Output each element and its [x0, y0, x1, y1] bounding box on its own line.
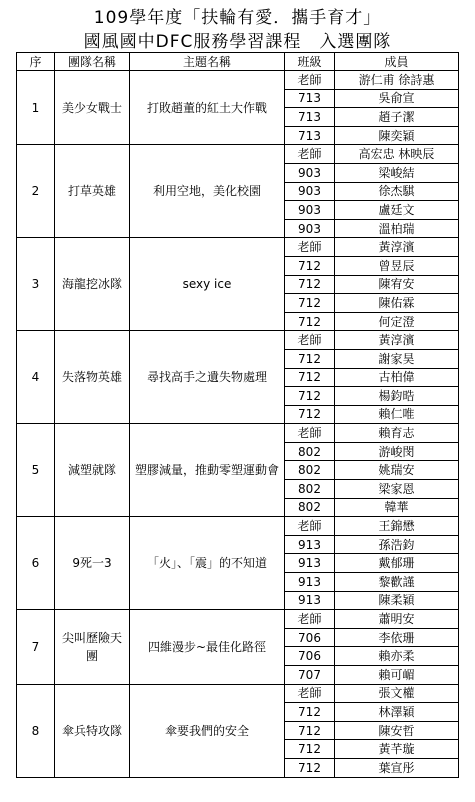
member-class: 712 [285, 405, 335, 424]
member-class: 712 [285, 368, 335, 387]
member-class: 913 [285, 535, 335, 554]
member-name: 賴仁唯 [335, 405, 459, 424]
teams-table-body [17, 71, 459, 778]
member-name: 梁峻結 [335, 163, 459, 182]
team-theme: 塑膠減量，推動零塑運動會 [130, 424, 285, 517]
team-number: 5 [17, 424, 55, 517]
member-class: 903 [285, 182, 335, 201]
member-class: 802 [285, 461, 335, 480]
team-number: 4 [17, 331, 55, 424]
team-theme: 利用空地，美化校園 [130, 145, 285, 238]
member-name: 陳奕穎 [335, 126, 459, 145]
member-class: 712 [285, 256, 335, 275]
member-class: 802 [285, 480, 335, 499]
column-header-no: 序 [17, 53, 55, 71]
member-name: 高宏忠 林映辰 [335, 145, 459, 164]
member-class: 913 [285, 591, 335, 610]
team-theme: 打敗趙董的紅土大作戰 [130, 71, 285, 145]
member-class: 712 [285, 758, 335, 777]
member-name: 徐杰騏 [335, 182, 459, 201]
column-header-team-name: 團隊名稱 [55, 53, 130, 71]
team-name: 打草英雄 [55, 145, 130, 238]
table-row [17, 517, 459, 536]
member-name: 何定澄 [335, 312, 459, 331]
document-header [0, 6, 475, 54]
team-number: 8 [17, 684, 55, 777]
table-row [17, 424, 459, 443]
member-class: 712 [285, 275, 335, 294]
team-number: 7 [17, 610, 55, 684]
team-name: 尖叫歷險天團 [55, 610, 130, 684]
teams-table [16, 52, 459, 778]
column-header-class: 班級 [285, 53, 335, 71]
member-name: 黃淳濱 [335, 331, 459, 350]
member-class: 712 [285, 294, 335, 313]
member-name: 黃淳濱 [335, 238, 459, 257]
member-name: 賴育志 [335, 424, 459, 443]
table-row [17, 684, 459, 703]
member-name: 古柏偉 [335, 368, 459, 387]
member-name: 林澤穎 [335, 703, 459, 722]
table-header-row [17, 53, 459, 71]
member-class: 712 [285, 740, 335, 759]
member-name: 黎歡謹 [335, 573, 459, 592]
table-row [17, 610, 459, 629]
member-name: 賴亦柔 [335, 647, 459, 666]
page-subtitle: 國風國中DFC服務學習課程 入選團隊 [83, 32, 392, 52]
column-header-members: 成員 [335, 53, 459, 71]
member-name: 楊鈞晧 [335, 387, 459, 406]
member-name: 黃芊璇 [335, 740, 459, 759]
team-theme: 尋找高手之遺失物處理 [130, 331, 285, 424]
member-name: 孫浩鈞 [335, 535, 459, 554]
team-name: 減塑就隊 [55, 424, 130, 517]
member-name: 陳安哲 [335, 721, 459, 740]
member-name: 吳俞宣 [335, 89, 459, 108]
member-name: 曾昱辰 [335, 256, 459, 275]
member-name: 陳宥安 [335, 275, 459, 294]
team-theme: 傘要我們的安全 [130, 684, 285, 777]
team-number: 2 [17, 145, 55, 238]
team-theme: 「火」、「震」的不知道 [130, 517, 285, 610]
team-name: 海龍挖冰隊 [55, 238, 130, 331]
team-name: 傘兵特攻隊 [55, 684, 130, 777]
member-class: 707 [285, 666, 335, 685]
member-class: 老師 [285, 71, 335, 90]
member-name: 賴可嵋 [335, 666, 459, 685]
member-class: 802 [285, 498, 335, 517]
member-class: 913 [285, 554, 335, 573]
member-class: 712 [285, 312, 335, 331]
member-class: 712 [285, 721, 335, 740]
member-class: 712 [285, 387, 335, 406]
member-name: 謝家昊 [335, 349, 459, 368]
member-name: 姚瑞安 [335, 461, 459, 480]
member-class: 老師 [285, 238, 335, 257]
table-row [17, 238, 459, 257]
column-header-theme: 主題名稱 [130, 53, 285, 71]
team-theme: sexy ice [130, 238, 285, 331]
member-name: 葉宣彤 [335, 758, 459, 777]
member-name: 陳柔穎 [335, 591, 459, 610]
team-number: 1 [17, 71, 55, 145]
member-class: 802 [285, 442, 335, 461]
member-name: 盧廷文 [335, 201, 459, 220]
team-name: 9死一3 [55, 517, 130, 610]
table-row [17, 145, 459, 164]
member-name: 王錦懋 [335, 517, 459, 536]
member-class: 706 [285, 628, 335, 647]
team-name: 美少女戰士 [55, 71, 130, 145]
member-name: 游仁甫 徐詩惠 [335, 71, 459, 90]
member-name: 蕭明安 [335, 610, 459, 629]
member-class: 706 [285, 647, 335, 666]
member-class: 713 [285, 108, 335, 127]
member-class: 913 [285, 573, 335, 592]
member-name: 游峻閔 [335, 442, 459, 461]
member-class: 老師 [285, 331, 335, 350]
member-class: 903 [285, 219, 335, 238]
member-class: 712 [285, 703, 335, 722]
member-name: 陳佑霖 [335, 294, 459, 313]
member-class: 713 [285, 89, 335, 108]
member-name: 戴郁珊 [335, 554, 459, 573]
table-row [17, 331, 459, 350]
team-name: 失落物英雄 [55, 331, 130, 424]
member-class: 老師 [285, 424, 335, 443]
member-name: 李依珊 [335, 628, 459, 647]
member-class: 老師 [285, 610, 335, 629]
member-class: 712 [285, 349, 335, 368]
member-class: 老師 [285, 684, 335, 703]
member-name: 趙子潔 [335, 108, 459, 127]
member-class: 老師 [285, 145, 335, 164]
member-class: 713 [285, 126, 335, 145]
team-number: 6 [17, 517, 55, 610]
table-row [17, 71, 459, 90]
member-name: 張文權 [335, 684, 459, 703]
member-class: 903 [285, 163, 335, 182]
member-class: 老師 [285, 517, 335, 536]
page-title: 109學年度「扶輪有愛．攜手育才」 [93, 8, 382, 28]
member-name: 溫柏瑞 [335, 219, 459, 238]
member-name: 梁家恩 [335, 480, 459, 499]
team-theme: 四維漫步~最佳化路徑 [130, 610, 285, 684]
member-class: 903 [285, 201, 335, 220]
member-name: 韓華 [335, 498, 459, 517]
team-number: 3 [17, 238, 55, 331]
